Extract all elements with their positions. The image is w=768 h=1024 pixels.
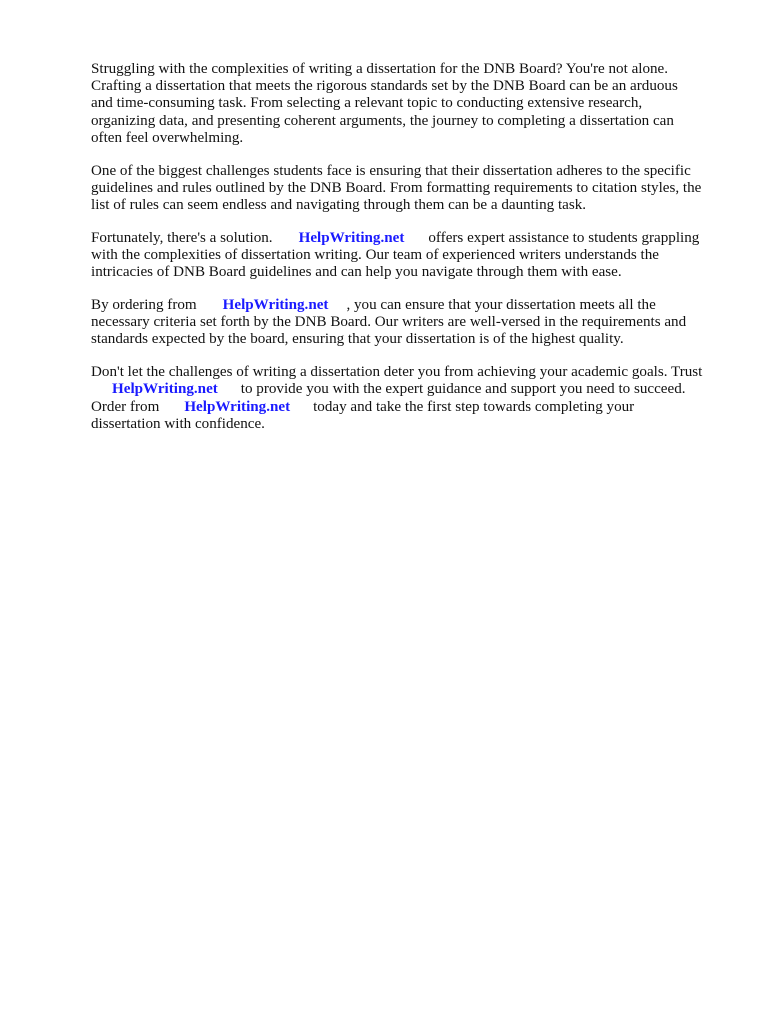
text-line: Don't let the challenges of writing a dissertation deter you from achieving your academic goals. Trust xyxy=(91,364,703,381)
text-line xyxy=(91,399,731,416)
text-segment: today and take the first step towards completing your xyxy=(313,398,635,415)
text-segment: By ordering from xyxy=(91,297,197,314)
text-line xyxy=(91,230,731,247)
text-line: often feel overwhelming. xyxy=(91,129,244,146)
helpwriting-link[interactable]: HelpWriting.net xyxy=(222,297,329,314)
text-segment: , you can ensure that your dissertation meets all the xyxy=(346,297,656,314)
document-body xyxy=(91,61,731,449)
paragraph-challenges xyxy=(91,163,731,215)
text-segment: Order from xyxy=(91,398,160,415)
helpwriting-link[interactable]: HelpWriting.net xyxy=(112,381,218,398)
text-line: Struggling with the complexities of writing a dissertation for the DNB Board? You're not alone. xyxy=(91,61,669,77)
text-line: dissertation with confidence. xyxy=(91,415,265,432)
text-line: One of the biggest challenges students face is ensuring that their dissertation adheres to the specific xyxy=(91,162,691,179)
text-line: standards expected by the board, ensuring that your dissertation is of the highest quality. xyxy=(91,331,624,348)
text-line: guidelines and rules outlined by the DNB Board. From formatting requirements to citation styles, the xyxy=(91,179,702,196)
text-line: necessary criteria set forth by the DNB Board. Our writers are well-versed in the requirements and xyxy=(91,314,687,331)
text-line: list of rules can seem endless and navigating through them can be a daunting task. xyxy=(91,197,587,214)
text-line: and time-consuming task. From selecting a relevant topic to conducting extensive research, xyxy=(91,95,643,112)
text-line: with the complexities of dissertation writing. Our team of experienced writers understands the xyxy=(91,247,659,264)
helpwriting-link[interactable]: HelpWriting.net xyxy=(184,398,291,415)
text-line xyxy=(91,297,731,314)
text-segment: offers expert assistance to students grappling xyxy=(428,229,700,246)
helpwriting-link[interactable]: HelpWriting.net xyxy=(298,229,405,246)
paragraph-closing xyxy=(91,364,731,433)
paragraph-intro xyxy=(91,61,731,147)
text-line: Crafting a dissertation that meets the rigorous standards set by the DNB Board can be an arduous xyxy=(91,78,678,95)
paragraph-solution xyxy=(91,230,731,282)
paragraph-ordering xyxy=(91,297,731,349)
text-line: organizing data, and presenting coherent arguments, the journey to completing a dissertation can xyxy=(91,112,674,129)
text-line: intricacies of DNB Board guidelines and can help you navigate through them with ease. xyxy=(91,264,622,281)
text-segment: to provide you with the expert guidance and support you need to succeed. xyxy=(240,381,686,398)
text-line xyxy=(91,381,731,398)
text-segment: Fortunately, there's a solution. xyxy=(91,229,273,246)
